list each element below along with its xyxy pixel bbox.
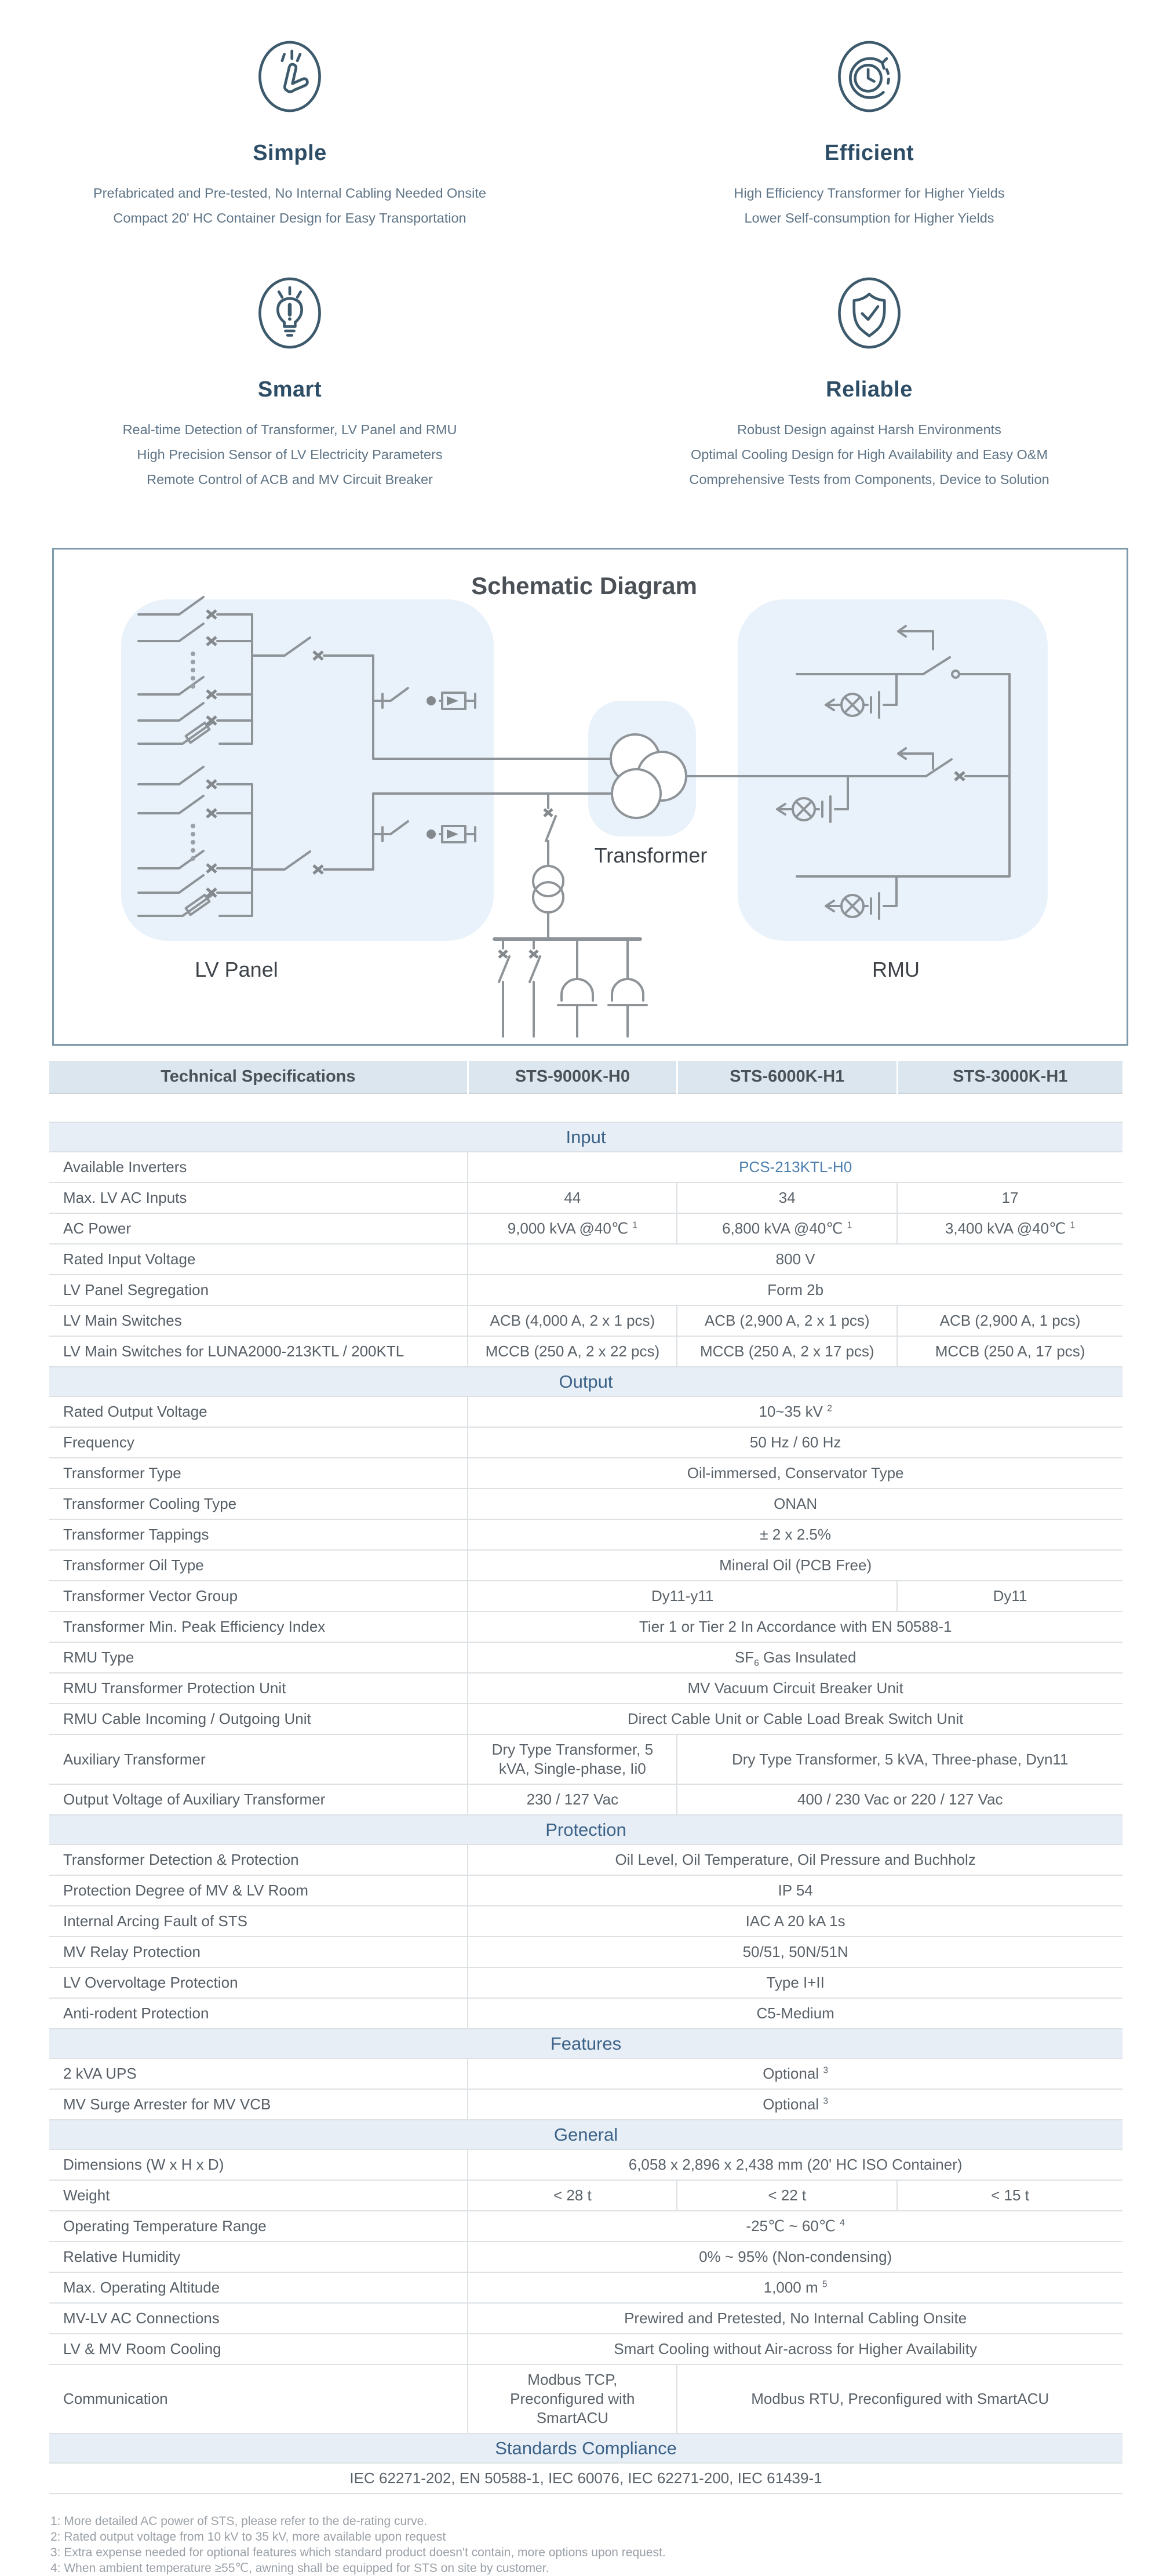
spec-row bbox=[49, 1611, 1122, 1642]
spec-value-cell: < 15 t bbox=[897, 2180, 1122, 2211]
feature-line: High Precision Sensor of LV Electricity Parameters bbox=[137, 447, 443, 462]
spec-row bbox=[49, 2334, 1122, 2364]
spec-row bbox=[49, 2058, 1122, 2089]
spec-label-cell: 2 kVA UPS bbox=[49, 2058, 468, 2089]
spec-label-cell: RMU Cable Incoming / Outgoing Unit bbox=[49, 1704, 468, 1734]
feature-line: High Efficiency Transformer for Higher Yields bbox=[734, 185, 1005, 201]
spec-col-header: STS-3000K-H1 bbox=[897, 1061, 1122, 1093]
spec-value-cell: Dry Type Transformer, 5 kVA, Single-phase, Ii0 bbox=[468, 1734, 677, 1784]
spec-row bbox=[49, 1519, 1122, 1550]
spec-header-row bbox=[49, 1061, 1122, 1093]
spec-value-cell: $SF_6$ Gas Insulated bbox=[468, 1642, 1122, 1673]
rmu-label: RMU bbox=[872, 958, 920, 981]
spec-label-cell: Transformer Cooling Type bbox=[49, 1489, 468, 1519]
spec-label-cell: Frequency bbox=[49, 1427, 468, 1458]
feature-line: Prefabricated and Pre-tested, No Internal Cabling Needed Onsite bbox=[93, 185, 486, 201]
schematic-svg bbox=[54, 550, 1127, 1044]
feature-card-smart bbox=[0, 267, 580, 492]
section-title: Standards Compliance bbox=[49, 2433, 1122, 2463]
header-gap bbox=[49, 1093, 1122, 1122]
efficiency-clock-icon bbox=[826, 30, 913, 126]
spec-value-cell: 50 Hz / 60 Hz bbox=[468, 1427, 1122, 1458]
spec-value-cell: MCCB (250 A, 17 pcs) bbox=[897, 1336, 1122, 1367]
feeder-contact-marks bbox=[499, 951, 538, 958]
spec-value-cell: ± 2 x 2.5% bbox=[468, 1519, 1122, 1550]
spec-row bbox=[49, 1937, 1122, 1967]
spec-label-cell: LV Overvoltage Protection bbox=[49, 1967, 468, 1998]
spec-label-cell: Max. Operating Altitude bbox=[49, 2272, 468, 2303]
spec-col-header: STS-6000K-H1 bbox=[677, 1061, 897, 1093]
spec-value-cell: 230 / 127 Vac bbox=[468, 1784, 677, 1815]
spec-label-cell: Weight bbox=[49, 2180, 468, 2211]
feature-line: Remote Control of ACB and MV Circuit Breaker bbox=[147, 472, 433, 487]
feature-line: Optimal Cooling Design for High Availability and Easy O&M bbox=[690, 447, 1048, 462]
spec-label-cell: MV-LV AC Connections bbox=[49, 2303, 468, 2334]
feature-card-reliable bbox=[580, 267, 1159, 492]
spec-value-cell: Dy11-y11 bbox=[468, 1581, 897, 1611]
fuse-dot-lower bbox=[427, 829, 436, 839]
spec-row bbox=[49, 1183, 1122, 1213]
spec-value-cell: IAC A 20 kA 1s bbox=[468, 1906, 1122, 1937]
spec-label-cell: Auxiliary Transformer bbox=[49, 1734, 468, 1784]
feature-title: Efficient bbox=[824, 141, 914, 165]
spec-value-cell: 17 bbox=[897, 1183, 1122, 1213]
aux-transformer-branch bbox=[533, 794, 563, 939]
spec-value-cell: C5-Medium bbox=[468, 1998, 1122, 2029]
spec-label-cell: Internal Arcing Fault of STS bbox=[49, 1906, 468, 1937]
section-title: Output bbox=[49, 1367, 1122, 1396]
feature-line: Comprehensive Tests from Components, Device to Solution bbox=[689, 472, 1049, 487]
spec-row bbox=[49, 1967, 1122, 1998]
spec-row bbox=[49, 2364, 1122, 2433]
spec-value-cell: IP 54 bbox=[468, 1875, 1122, 1906]
spec-value-cell: 44 bbox=[468, 1183, 677, 1213]
spec-row bbox=[49, 1906, 1122, 1937]
spec-label-cell: Transformer Detection & Protection bbox=[49, 1844, 468, 1875]
section-header-row bbox=[49, 1122, 1122, 1152]
section-title: Features bbox=[49, 2029, 1122, 2058]
spec-value-cell: 6,800 kVA @40℃ $^1$ bbox=[677, 1213, 897, 1244]
spec-label-cell: Transformer Vector Group bbox=[49, 1581, 468, 1611]
smart-bulb-icon bbox=[246, 267, 333, 362]
feature-line: Compact 20' HC Container Design for Easy Transportation bbox=[113, 210, 466, 225]
spec-value-cell: MCCB (250 A, 2 x 17 pcs) bbox=[677, 1336, 897, 1367]
spec-label-cell: RMU Transformer Protection Unit bbox=[49, 1673, 468, 1704]
lv-output-busbar bbox=[494, 939, 647, 1036]
spec-value-cell: 34 bbox=[677, 1183, 897, 1213]
spec-value-cell: 9,000 kVA @40℃ $^1$ bbox=[468, 1213, 677, 1244]
spec-label-cell: Transformer Min. Peak Efficiency Index bbox=[49, 1611, 468, 1642]
rmu-zone bbox=[738, 599, 1048, 941]
spec-row bbox=[49, 1998, 1122, 2029]
spec-row bbox=[49, 1275, 1122, 1305]
spec-value-cell: < 28 t bbox=[468, 2180, 677, 2211]
spec-value-cell: MV Vacuum Circuit Breaker Unit bbox=[468, 1673, 1122, 1704]
spec-row bbox=[49, 2463, 1122, 2494]
spec-value-cell: < 22 t bbox=[677, 2180, 897, 2211]
lv-panel-label: LV Panel bbox=[195, 958, 278, 981]
spec-row bbox=[49, 1489, 1122, 1519]
spec-row bbox=[49, 1784, 1122, 1815]
spec-row bbox=[49, 2180, 1122, 2211]
schematic-title: Schematic Diagram bbox=[471, 572, 697, 599]
feature-grid bbox=[0, 0, 1159, 492]
spec-row bbox=[49, 1875, 1122, 1906]
spec-value-cell: Tier 1 or Tier 2 In Accordance with EN 50588-1 bbox=[468, 1611, 1122, 1642]
spec-row bbox=[49, 1642, 1122, 1673]
spec-label-cell: Transformer Type bbox=[49, 1458, 468, 1489]
spec-label-cell: Rated Output Voltage bbox=[49, 1396, 468, 1427]
spec-row bbox=[49, 2272, 1122, 2303]
lv-panel-zone bbox=[121, 599, 494, 941]
spec-value-cell: Oil Level, Oil Temperature, Oil Pressure and Buchholz bbox=[468, 1844, 1122, 1875]
spec-value-cell: Direct Cable Unit or Cable Load Break Switch Unit bbox=[468, 1704, 1122, 1734]
fuse-dot-upper bbox=[427, 696, 436, 705]
transformer-label: Transformer bbox=[594, 843, 708, 867]
spec-label-cell: RMU Type bbox=[49, 1642, 468, 1673]
feature-card-simple bbox=[0, 30, 580, 231]
spec-label-cell: Transformer Oil Type bbox=[49, 1550, 468, 1581]
spec-row bbox=[49, 1152, 1122, 1183]
spec-col-header: STS-9000K-H0 bbox=[468, 1061, 677, 1093]
feature-line: Lower Self-consumption for Higher Yields bbox=[744, 210, 994, 225]
spec-value-cell: 3,400 kVA @40℃ $^1$ bbox=[897, 1213, 1122, 1244]
spec-label-cell: Communication bbox=[49, 2364, 468, 2433]
spec-value-cell: Oil-immersed, Conservator Type bbox=[468, 1458, 1122, 1489]
spec-value-cell: Modbus RTU, Preconfigured with SmartACU bbox=[677, 2364, 1122, 2433]
spec-col-header: Technical Specifications bbox=[49, 1061, 468, 1093]
spec-row bbox=[49, 1427, 1122, 1458]
spec-value-cell: Optional $^3$ bbox=[468, 2089, 1122, 2120]
spec-value-cell: -25℃ ~ 60℃ $^4$ bbox=[468, 2211, 1122, 2242]
spec-label-cell: Output Voltage of Auxiliary Transformer bbox=[49, 1784, 468, 1815]
spec-label-cell: LV & MV Room Cooling bbox=[49, 2334, 468, 2364]
section-header-row bbox=[49, 1367, 1122, 1396]
spec-value-cell: Dry Type Transformer, 5 kVA, Three-phase, Dyn11 bbox=[677, 1734, 1122, 1784]
spec-value-cell: ACB (2,900 A, 2 x 1 pcs) bbox=[677, 1305, 897, 1336]
spec-value-cell: ACB (4,000 A, 2 x 1 pcs) bbox=[468, 1305, 677, 1336]
spec-label-cell: Transformer Tappings bbox=[49, 1519, 468, 1550]
spec-label-cell: Max. LV AC Inputs bbox=[49, 1183, 468, 1213]
spec-label-cell: MV Relay Protection bbox=[49, 1937, 468, 1967]
spec-value-cell: ONAN bbox=[468, 1489, 1122, 1519]
footnote-line: 3: Extra expense needed for optional features which standard product doesn't contain, more options upon request. bbox=[50, 2546, 666, 2559]
spec-row bbox=[49, 2089, 1122, 2120]
spec-row bbox=[49, 2303, 1122, 2334]
spec-row bbox=[49, 2149, 1122, 2180]
snap-icon bbox=[246, 30, 333, 126]
feature-card-efficient bbox=[580, 30, 1159, 231]
spec-row bbox=[49, 2211, 1122, 2242]
spec-value-cell: Prewired and Pretested, No Internal Cabling Onsite bbox=[468, 2303, 1122, 2334]
section-title: Input bbox=[49, 1122, 1122, 1152]
spec-value-cell: 400 / 230 Vac or 220 / 127 Vac bbox=[677, 1784, 1122, 1815]
feature-line: Real-time Detection of Transformer, LV Panel and RMU bbox=[122, 422, 457, 437]
spec-value-cell: Type I+II bbox=[468, 1967, 1122, 1998]
spec-row bbox=[49, 1734, 1122, 1784]
section-header-row bbox=[49, 2120, 1122, 2149]
spec-label-cell: Dimensions (W x H x D) bbox=[49, 2149, 468, 2180]
spec-value-cell: 50/51, 50N/51N bbox=[468, 1937, 1122, 1967]
spec-row bbox=[49, 1244, 1122, 1275]
section-header-row bbox=[49, 2433, 1122, 2463]
feature-title: Reliable bbox=[826, 377, 913, 402]
spec-label-cell: Anti-rodent Protection bbox=[49, 1998, 468, 2029]
section-title: General bbox=[49, 2120, 1122, 2149]
spec-value-cell: 10~35 kV $^2$ bbox=[468, 1396, 1122, 1427]
spec-value-cell: IEC 62271-202, EN 50588-1, IEC 60076, IEC 62271-200, IEC 61439-1 bbox=[49, 2463, 1122, 2494]
spec-value-cell: 800 V bbox=[468, 1244, 1122, 1275]
spec-value-cell: MCCB (250 A, 2 x 22 pcs) bbox=[468, 1336, 677, 1367]
footnote-line: 1: More detailed AC power of STS, please refer to the de-rating curve. bbox=[50, 2515, 428, 2528]
spec-label-cell: Protection Degree of MV & LV Room bbox=[49, 1875, 468, 1906]
spec-label-cell: Relative Humidity bbox=[49, 2242, 468, 2272]
spec-row bbox=[49, 1673, 1122, 1704]
section-header-row bbox=[49, 1815, 1122, 1844]
reliable-shield-icon bbox=[826, 267, 913, 362]
footnotes bbox=[50, 2514, 1122, 2576]
feature-line: Robust Design against Harsh Environments bbox=[737, 422, 1001, 437]
spec-row bbox=[49, 1550, 1122, 1581]
spec-value-cell: 6,058 x 2,896 x 2,438 mm (20' HC ISO Container) bbox=[468, 2149, 1122, 2180]
spec-row bbox=[49, 1704, 1122, 1734]
spec-label-cell: LV Panel Segregation bbox=[49, 1275, 468, 1305]
spec-value-cell: PCS-213KTL-H0 bbox=[468, 1152, 1122, 1183]
spec-row bbox=[49, 1213, 1122, 1244]
spec-row bbox=[49, 1844, 1122, 1875]
spec-row bbox=[49, 1458, 1122, 1489]
spec-value-cell: Dy11 bbox=[897, 1581, 1122, 1611]
spec-label-cell: Available Inverters bbox=[49, 1152, 468, 1183]
spec-value-cell: Form 2b bbox=[468, 1275, 1122, 1305]
spec-value-cell: 0% ~ 95% (Non-condensing) bbox=[468, 2242, 1122, 2272]
spec-label-cell: LV Main Switches for LUNA2000-213KTL / 200KTL bbox=[49, 1336, 468, 1367]
spec-value-cell: ACB (2,900 A, 1 pcs) bbox=[897, 1305, 1122, 1336]
spec-row bbox=[49, 1581, 1122, 1611]
feature-title: Simple bbox=[253, 141, 327, 165]
spec-label-cell: LV Main Switches bbox=[49, 1305, 468, 1336]
section-header-row bbox=[49, 2029, 1122, 2058]
spec-value-cell: Mineral Oil (PCB Free) bbox=[468, 1550, 1122, 1581]
spec-table bbox=[49, 1061, 1122, 2494]
schematic-panel bbox=[52, 548, 1128, 1046]
spec-value-cell: 1,000 m $^5$ bbox=[468, 2272, 1122, 2303]
spec-row bbox=[49, 1336, 1122, 1367]
spec-label-cell: MV Surge Arrester for MV VCB bbox=[49, 2089, 468, 2120]
spec-value-cell: Optional $^3$ bbox=[468, 2058, 1122, 2089]
footnote-line: 2: Rated output voltage from 10 kV to 35 kV, more available upon request bbox=[50, 2530, 446, 2544]
spec-row bbox=[49, 1396, 1122, 1427]
spec-value-cell: Smart Cooling without Air-across for Higher Availability bbox=[468, 2334, 1122, 2364]
section-title: Protection bbox=[49, 1815, 1122, 1844]
spec-row bbox=[49, 1305, 1122, 1336]
spec-row bbox=[49, 2242, 1122, 2272]
footnote-line: 4: When ambient temperature ≥55℃, awning shall be equipped for STS on site by customer. bbox=[50, 2562, 549, 2575]
spec-label-cell: AC Power bbox=[49, 1213, 468, 1244]
spec-value-cell: Modbus TCP, Preconfigured with SmartACU bbox=[468, 2364, 677, 2433]
spec-label-cell: Operating Temperature Range bbox=[49, 2211, 468, 2242]
feature-title: Smart bbox=[257, 377, 322, 402]
spec-label-cell: Rated Input Voltage bbox=[49, 1244, 468, 1275]
